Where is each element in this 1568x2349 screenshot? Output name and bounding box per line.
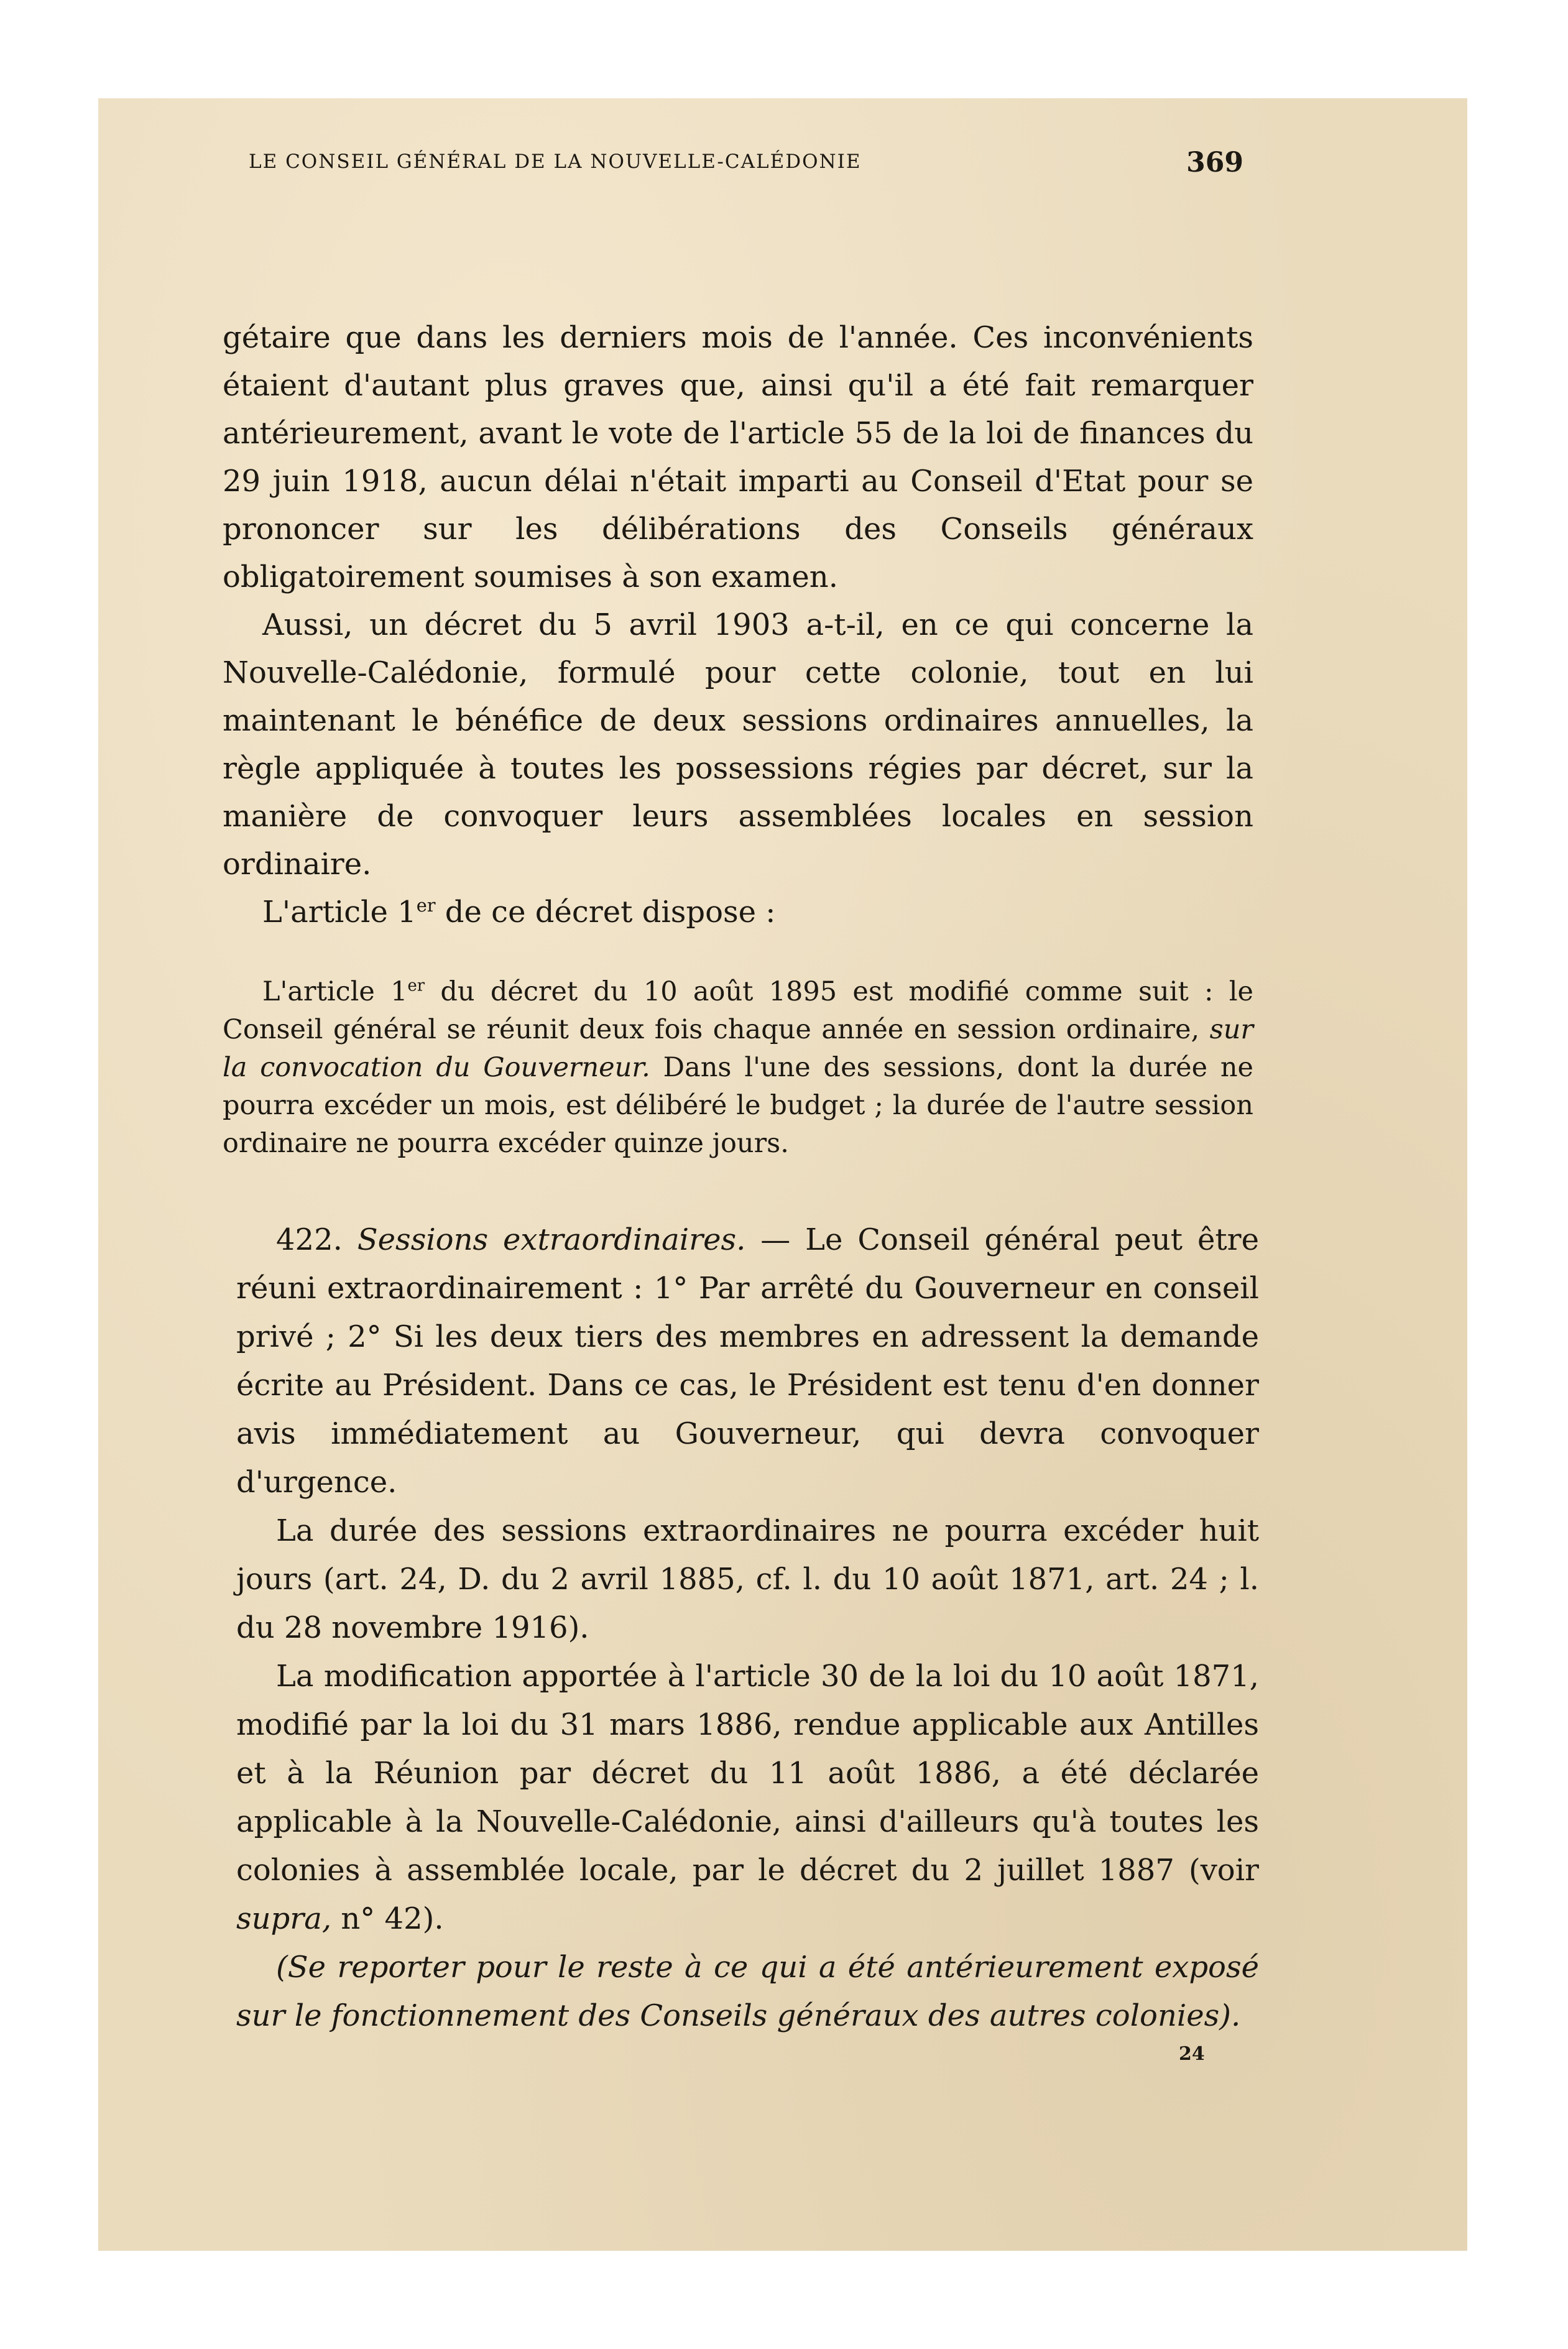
quote-text: Dans l'une des sessions, dont la durée ne pourra excéder un mois, est délibéré le budget ; la durée de l'autre session ordinaire ne pourra excéder quinze jours.: [223, 1052, 1253, 1159]
paragraph: [236, 1216, 1259, 1507]
section-422: [236, 1216, 1259, 2040]
italic-note: (Se reporter pour le reste à ce qui a été antérieurement exposé sur le fonctionnement des Conseils généraux des autres colonies).: [236, 1950, 1259, 2033]
paragraph: [223, 888, 1253, 936]
quoted-article: [223, 973, 1253, 1163]
quote-paragraph: [223, 973, 1253, 1163]
paragraph: [236, 1943, 1259, 2040]
paragraph-text: n° 42).: [331, 1901, 444, 1936]
quote-text: L'article 1: [262, 976, 408, 1007]
paragraph: La durée des sessions extraordinaires ne pourra excéder huit jours (art. 24, D. du 2 avril 1885, cf. l. du 10 août 1871, art. 24 ; l. du 28 novembre 1916).: [236, 1513, 1259, 1645]
superscript: er: [407, 976, 425, 995]
paragraph: [236, 1652, 1259, 1943]
paragraph: Aussi, un décret du 5 avril 1903 a-t-il, en ce qui concerne la Nouvelle-Calédonie, formulé pour cette colonie, tout en lui maintenant le bénéfice de deux sessions ordinaires annuelles, la règle appliquée à toutes les possessions régies par décret, sur la manière de convoquer leurs assemblées locales en session ordinaire.: [223, 607, 1253, 882]
paragraph-text: L'article 1: [262, 895, 417, 930]
section-title: Sessions extraordinaires.: [357, 1222, 746, 1257]
italic-text: supra,: [236, 1901, 332, 1936]
superscript: er: [416, 895, 436, 916]
section-number: 422.: [276, 1222, 343, 1257]
paragraph-text: de ce décret dispose :: [435, 895, 776, 930]
signature-mark: 24: [1179, 2043, 1205, 2065]
body-text: [223, 314, 1253, 936]
running-title: LE CONSEIL GÉNÉRAL DE LA NOUVELLE-CALÉDONIE: [249, 150, 862, 173]
quote-italic: sur la convocation du Gouverneur.: [223, 1014, 1253, 1083]
page-header: [249, 147, 1243, 188]
paragraph-text: La modification apportée à l'article 30 de la loi du 10 août 1871, modifié par la loi du 31 mars 1886, rendue applicable aux Antilles et à la Réunion par décret du 11 août 1886, a été déclarée applicable à la Nouvelle-Calédonie, ainsi d'ailleurs qu'à toutes les colonies à assemblée locale, par le décret du 2 juillet 1887 (voir: [236, 1659, 1259, 1888]
paragraph: gétaire que dans les derniers mois de l'année. Ces inconvénients étaient d'autant plus graves que, ainsi qu'il a été fait remarquer antérieurement, avant le vote de l'article 55 de la loi de finances du 29 juin 1918, aucun délai n'était imparti au Conseil d'Etat pour se prononcer sur les délibérations des Conseils généraux obligatoirement soumises à son examen.: [223, 320, 1253, 594]
page-number: 369: [1186, 147, 1243, 178]
paragraph-text: — Le Conseil général peut être réuni extraordinairement : 1° Par arrêté du Gouverneur en conseil privé ; 2° Si les deux tiers des membres en adressent la demande écrite au Président. Dans ce cas, le Président est tenu d'en donner avis immédiatement au Gouverneur, qui devra convoquer d'urgence.: [236, 1222, 1260, 1500]
quote-text: du décret du 10 août 1895 est modifié comme suit : le Conseil général se réunit deux fois chaque année en session ordinaire,: [223, 976, 1253, 1045]
